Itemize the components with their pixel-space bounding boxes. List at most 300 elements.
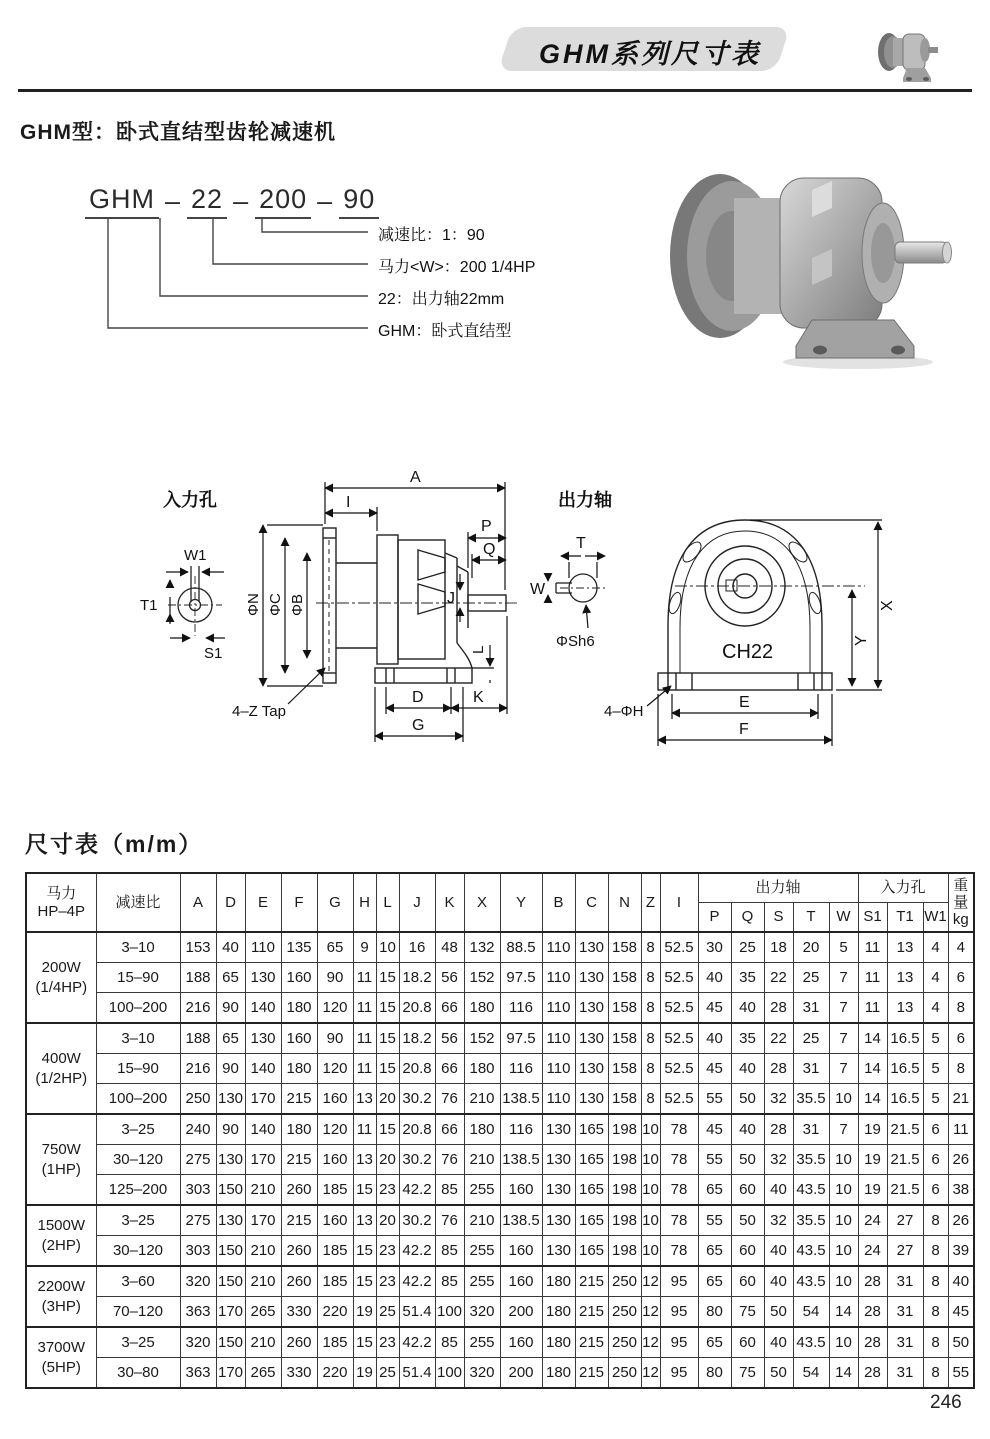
value-cell: 40 (698, 963, 731, 993)
value-cell: 14 (858, 1084, 887, 1115)
col-header-S: S (764, 903, 793, 933)
dim-e-label: E (739, 694, 750, 711)
value-cell: 23 (376, 1236, 399, 1267)
table-row (26, 1327, 974, 1358)
value-cell: 180 (464, 1054, 500, 1084)
value-cell: 32 (764, 1145, 793, 1175)
value-cell: 20.8 (399, 993, 435, 1024)
value-cell: 110 (542, 1084, 575, 1115)
value-cell: 150 (216, 1175, 245, 1206)
value-cell: 35 (731, 1023, 764, 1054)
value-cell: 50 (731, 1145, 764, 1175)
z-tap-label: 4–Z Tap (232, 703, 286, 720)
value-cell: 65 (216, 1023, 245, 1054)
value-cell: 303 (180, 1175, 216, 1206)
ratio-cell: 100–200 (96, 993, 180, 1024)
value-cell: 31 (793, 1114, 829, 1145)
value-cell: 160 (317, 1145, 353, 1175)
value-cell: 50 (731, 1205, 764, 1236)
value-cell: 153 (180, 932, 216, 963)
table-row (26, 1358, 974, 1389)
ch22-label: CH22 (722, 641, 774, 663)
ratio-cell: 3–60 (96, 1266, 180, 1297)
value-cell: 180 (281, 1054, 317, 1084)
value-cell: 20 (793, 932, 829, 963)
value-cell: 215 (575, 1327, 608, 1358)
value-cell: 130 (216, 1084, 245, 1115)
value-cell: 45 (948, 1297, 974, 1328)
callout-shaft: 22：出力轴22mm (378, 291, 505, 308)
code-segment-shaft: 22 (187, 184, 227, 219)
value-cell: 10 (829, 1205, 858, 1236)
header-divider (18, 89, 972, 92)
value-cell: 10 (641, 1145, 660, 1175)
value-cell: 43.5 (793, 1327, 829, 1358)
value-cell: 10 (376, 932, 399, 963)
value-cell: 78 (660, 1236, 698, 1267)
ratio-cell: 3–25 (96, 1205, 180, 1236)
value-cell: 40 (764, 1236, 793, 1267)
value-cell: 303 (180, 1236, 216, 1267)
value-cell: 13 (353, 1145, 376, 1175)
callout-connector-lines (85, 218, 385, 343)
value-cell: 78 (660, 1145, 698, 1175)
value-cell: 8 (641, 993, 660, 1024)
value-cell: 4 (923, 993, 948, 1024)
ratio-cell: 3–10 (96, 1023, 180, 1054)
value-cell: 52.5 (660, 963, 698, 993)
value-cell: 76 (435, 1205, 464, 1236)
value-cell: 198 (608, 1175, 641, 1206)
value-cell: 80 (698, 1297, 731, 1328)
value-cell: 18 (764, 932, 793, 963)
value-cell: 19 (353, 1358, 376, 1389)
value-cell: 10 (829, 1236, 858, 1267)
value-cell: 7 (829, 1023, 858, 1054)
col-header-F: F (281, 873, 317, 932)
value-cell: 85 (435, 1175, 464, 1206)
value-cell: 28 (764, 1114, 793, 1145)
value-cell: 110 (542, 1054, 575, 1084)
value-cell: 185 (317, 1266, 353, 1297)
value-cell: 51.4 (399, 1358, 435, 1389)
value-cell: 9 (353, 932, 376, 963)
value-cell: 31 (887, 1266, 923, 1297)
value-cell: 30.2 (399, 1084, 435, 1115)
dim-f-label: F (739, 721, 749, 738)
value-cell: 65 (216, 963, 245, 993)
value-cell: 260 (281, 1327, 317, 1358)
value-cell: 250 (608, 1358, 641, 1389)
value-cell: 138.5 (500, 1145, 542, 1175)
dim-d-label: D (412, 689, 424, 706)
value-cell: 10 (829, 1084, 858, 1115)
value-cell: 15 (353, 1266, 376, 1297)
value-cell: 138.5 (500, 1205, 542, 1236)
value-cell: 25 (376, 1358, 399, 1389)
value-cell: 40 (216, 932, 245, 963)
value-cell: 210 (245, 1266, 281, 1297)
value-cell: 240 (180, 1114, 216, 1145)
value-cell: 40 (731, 1054, 764, 1084)
phih-label: 4–ΦH (604, 703, 644, 720)
value-cell: 78 (660, 1114, 698, 1145)
col-header-A: A (180, 873, 216, 932)
value-cell: 210 (245, 1175, 281, 1206)
value-cell: 110 (542, 1023, 575, 1054)
col-header-weight-line2: kg (952, 911, 969, 929)
value-cell: 255 (464, 1175, 500, 1206)
value-cell: 66 (435, 993, 464, 1024)
value-cell: 65 (698, 1175, 731, 1206)
value-cell: 160 (500, 1327, 542, 1358)
value-cell: 330 (281, 1297, 317, 1328)
value-cell: 52.5 (660, 1023, 698, 1054)
value-cell: 21 (948, 1084, 974, 1115)
value-cell: 10 (829, 1175, 858, 1206)
value-cell: 180 (464, 1114, 500, 1145)
callout-power: 马力<W>：200 1/4HP (378, 259, 536, 276)
ratio-cell: 70–120 (96, 1297, 180, 1328)
ratio-cell: 15–90 (96, 963, 180, 993)
value-cell: 188 (180, 963, 216, 993)
value-cell: 48 (435, 932, 464, 963)
value-cell: 8 (641, 932, 660, 963)
value-cell: 4 (923, 932, 948, 963)
value-cell: 130 (575, 1054, 608, 1084)
value-cell: 100 (435, 1297, 464, 1328)
value-cell: 11 (353, 963, 376, 993)
value-cell: 95 (660, 1266, 698, 1297)
value-cell: 130 (542, 1114, 575, 1145)
dimension-drawings (20, 468, 970, 783)
value-cell: 54 (793, 1358, 829, 1389)
value-cell: 12 (641, 1297, 660, 1328)
col-header-Y: Y (500, 873, 542, 932)
value-cell: 165 (575, 1145, 608, 1175)
value-cell: 45 (698, 993, 731, 1024)
col-header-power-line2: HP–4P (37, 902, 86, 920)
value-cell: 88.5 (500, 932, 542, 963)
value-cell: 140 (245, 1114, 281, 1145)
ratio-cell: 15–90 (96, 1054, 180, 1084)
dim-p-label: P (481, 518, 492, 535)
table-row (26, 1114, 974, 1145)
value-cell: 120 (317, 1114, 353, 1145)
code-segment-power: 200 (255, 184, 311, 219)
value-cell: 185 (317, 1175, 353, 1206)
value-cell: 11 (948, 1114, 974, 1145)
dimension-table-body (26, 932, 974, 1388)
value-cell: 90 (216, 1054, 245, 1084)
dim-l-label: L (470, 645, 487, 654)
code-dash: – (233, 186, 250, 216)
value-cell: 130 (575, 1023, 608, 1054)
value-cell: 20 (376, 1145, 399, 1175)
col-header-L: L (376, 873, 399, 932)
value-cell: 215 (575, 1358, 608, 1389)
value-cell: 13 (353, 1205, 376, 1236)
value-cell: 158 (608, 1084, 641, 1115)
value-cell: 80 (698, 1358, 731, 1389)
value-cell: 16.5 (887, 1054, 923, 1084)
model-code (85, 184, 379, 219)
value-cell: 19 (353, 1297, 376, 1328)
table-row (26, 1023, 974, 1054)
value-cell: 15 (376, 1114, 399, 1145)
value-cell: 95 (660, 1327, 698, 1358)
value-cell: 20.8 (399, 1114, 435, 1145)
value-cell: 13 (887, 963, 923, 993)
value-cell: 170 (216, 1297, 245, 1328)
value-cell: 52.5 (660, 932, 698, 963)
power-cell: 3700W (5HP) (26, 1327, 96, 1388)
value-cell: 158 (608, 993, 641, 1024)
value-cell: 97.5 (500, 963, 542, 993)
value-cell: 150 (216, 1327, 245, 1358)
value-cell: 11 (353, 1054, 376, 1084)
value-cell: 7 (829, 993, 858, 1024)
dim-g-label: G (412, 717, 425, 734)
power-cell: 2200W (3HP) (26, 1266, 96, 1327)
value-cell: 42.2 (399, 1175, 435, 1206)
value-cell: 28 (764, 993, 793, 1024)
ratio-cell: 3–10 (96, 932, 180, 963)
value-cell: 220 (317, 1297, 353, 1328)
value-cell: 250 (608, 1297, 641, 1328)
value-cell: 43.5 (793, 1266, 829, 1297)
value-cell: 130 (542, 1236, 575, 1267)
value-cell: 185 (317, 1327, 353, 1358)
value-cell: 28 (858, 1266, 887, 1297)
value-cell: 85 (435, 1327, 464, 1358)
col-header-B: B (542, 873, 575, 932)
col-header-T1: T1 (887, 903, 923, 933)
col-header-Z: Z (641, 873, 660, 932)
value-cell: 43.5 (793, 1175, 829, 1206)
value-cell: 220 (317, 1358, 353, 1389)
value-cell: 60 (731, 1175, 764, 1206)
value-cell: 150 (216, 1236, 245, 1267)
sh6-label: ΦSh6 (556, 633, 595, 650)
dim-w-label: W (530, 581, 546, 598)
value-cell: 40 (731, 993, 764, 1024)
value-cell: 8 (641, 1023, 660, 1054)
value-cell: 28 (764, 1054, 793, 1084)
value-cell: 10 (641, 1114, 660, 1145)
value-cell: 250 (608, 1327, 641, 1358)
value-cell: 180 (542, 1297, 575, 1328)
dim-s1-label: S1 (204, 645, 223, 662)
value-cell: 50 (764, 1358, 793, 1389)
value-cell: 320 (464, 1358, 500, 1389)
code-segment-ghm: GHM (85, 184, 159, 219)
value-cell: 51.4 (399, 1297, 435, 1328)
value-cell: 26 (948, 1205, 974, 1236)
value-cell: 165 (575, 1114, 608, 1145)
value-cell: 23 (376, 1175, 399, 1206)
value-cell: 150 (216, 1266, 245, 1297)
value-cell: 20 (376, 1084, 399, 1115)
value-cell: 23 (376, 1327, 399, 1358)
value-cell: 250 (180, 1084, 216, 1115)
col-header-H: H (353, 873, 376, 932)
col-header-W: W (829, 903, 858, 933)
value-cell: 6 (948, 1023, 974, 1054)
value-cell: 5 (829, 932, 858, 963)
value-cell: 215 (575, 1297, 608, 1328)
code-dash: – (165, 186, 182, 216)
dim-t-label: T (576, 535, 586, 552)
value-cell: 40 (948, 1266, 974, 1297)
value-cell: 32 (764, 1205, 793, 1236)
value-cell: 275 (180, 1205, 216, 1236)
value-cell: 100 (435, 1358, 464, 1389)
value-cell: 52.5 (660, 993, 698, 1024)
value-cell: 56 (435, 963, 464, 993)
value-cell: 160 (317, 1205, 353, 1236)
value-cell: 66 (435, 1054, 464, 1084)
value-cell: 130 (575, 993, 608, 1024)
value-cell: 40 (764, 1327, 793, 1358)
value-cell: 18.2 (399, 1023, 435, 1054)
value-cell: 250 (608, 1266, 641, 1297)
value-cell: 78 (660, 1205, 698, 1236)
callout-ratio: 减速比：1：90 (378, 227, 485, 244)
value-cell: 50 (731, 1084, 764, 1115)
value-cell: 13 (353, 1084, 376, 1115)
col-header-Q: Q (731, 903, 764, 933)
value-cell: 27 (887, 1236, 923, 1267)
power-cell: 1500W (2HP) (26, 1205, 96, 1266)
col-header-S1: S1 (858, 903, 887, 933)
value-cell: 15 (376, 993, 399, 1024)
value-cell: 320 (180, 1266, 216, 1297)
table-row (26, 1205, 974, 1236)
value-cell: 40 (698, 1023, 731, 1054)
value-cell: 198 (608, 1205, 641, 1236)
value-cell: 320 (180, 1327, 216, 1358)
value-cell: 110 (542, 932, 575, 963)
value-cell: 130 (216, 1205, 245, 1236)
ratio-cell: 30–80 (96, 1358, 180, 1389)
table-row (26, 1266, 974, 1297)
value-cell: 180 (281, 1114, 317, 1145)
value-cell: 19 (858, 1175, 887, 1206)
value-cell: 11 (858, 993, 887, 1024)
value-cell: 56 (435, 1023, 464, 1054)
dim-phic-label: ΦC (267, 593, 284, 616)
value-cell: 265 (245, 1297, 281, 1328)
value-cell: 160 (500, 1175, 542, 1206)
value-cell: 26 (948, 1145, 974, 1175)
value-cell: 12 (641, 1327, 660, 1358)
value-cell: 10 (829, 1327, 858, 1358)
dimension-table (25, 872, 975, 1389)
value-cell: 130 (575, 963, 608, 993)
col-header-P: P (698, 903, 731, 933)
value-cell: 7 (829, 963, 858, 993)
value-cell: 12 (641, 1266, 660, 1297)
value-cell: 15 (376, 963, 399, 993)
value-cell: 25 (793, 1023, 829, 1054)
col-header-weight (948, 873, 974, 932)
table-row (26, 1236, 974, 1267)
value-cell: 6 (923, 1175, 948, 1206)
col-header-W1: W1 (923, 903, 948, 933)
dim-phin-label: ΦN (245, 593, 262, 616)
dim-j-label: J (447, 590, 455, 607)
value-cell: 110 (542, 993, 575, 1024)
dim-i-label: I (346, 494, 351, 511)
value-cell: 14 (829, 1297, 858, 1328)
value-cell: 135 (281, 932, 317, 963)
value-cell: 55 (948, 1358, 974, 1389)
table-title: 尺寸表（m/m） (25, 831, 204, 857)
value-cell: 4 (923, 963, 948, 993)
value-cell: 65 (317, 932, 353, 963)
value-cell: 130 (245, 1023, 281, 1054)
value-cell: 215 (281, 1205, 317, 1236)
value-cell: 43.5 (793, 1236, 829, 1267)
value-cell: 216 (180, 1054, 216, 1084)
col-header-power-line1: 马力 (46, 885, 77, 903)
value-cell: 66 (435, 1114, 464, 1145)
input-hole-title: 入力孔 (163, 490, 217, 510)
value-cell: 363 (180, 1358, 216, 1389)
col-header-G: G (317, 873, 353, 932)
value-cell: 20.8 (399, 1054, 435, 1084)
value-cell: 16.5 (887, 1023, 923, 1054)
value-cell: 170 (245, 1205, 281, 1236)
value-cell: 25 (731, 932, 764, 963)
dim-w1-label: W1 (184, 547, 207, 564)
value-cell: 15 (353, 1236, 376, 1267)
value-cell: 76 (435, 1145, 464, 1175)
value-cell: 10 (641, 1175, 660, 1206)
value-cell: 116 (500, 1114, 542, 1145)
value-cell: 10 (641, 1205, 660, 1236)
ratio-cell: 3–25 (96, 1114, 180, 1145)
table-row (26, 1054, 974, 1084)
value-cell: 260 (281, 1266, 317, 1297)
value-cell: 10 (641, 1236, 660, 1267)
value-cell: 6 (923, 1145, 948, 1175)
value-cell: 40 (764, 1266, 793, 1297)
col-group-output-shaft: 出力轴 (698, 873, 858, 903)
value-cell: 85 (435, 1236, 464, 1267)
value-cell: 52.5 (660, 1084, 698, 1115)
value-cell: 5 (923, 1054, 948, 1084)
value-cell: 130 (542, 1175, 575, 1206)
value-cell: 363 (180, 1297, 216, 1328)
value-cell: 22 (764, 1023, 793, 1054)
value-cell: 180 (542, 1358, 575, 1389)
ratio-cell: 3–25 (96, 1327, 180, 1358)
dim-k-label: K (473, 689, 484, 706)
value-cell: 260 (281, 1175, 317, 1206)
value-cell: 28 (858, 1327, 887, 1358)
value-cell: 215 (575, 1266, 608, 1297)
value-cell: 110 (245, 932, 281, 963)
value-cell: 185 (317, 1236, 353, 1267)
dim-a-label: A (410, 469, 421, 486)
col-header-C: C (575, 873, 608, 932)
value-cell: 8 (923, 1358, 948, 1389)
value-cell: 25 (376, 1297, 399, 1328)
value-cell: 160 (500, 1236, 542, 1267)
ratio-cell: 100–200 (96, 1084, 180, 1115)
